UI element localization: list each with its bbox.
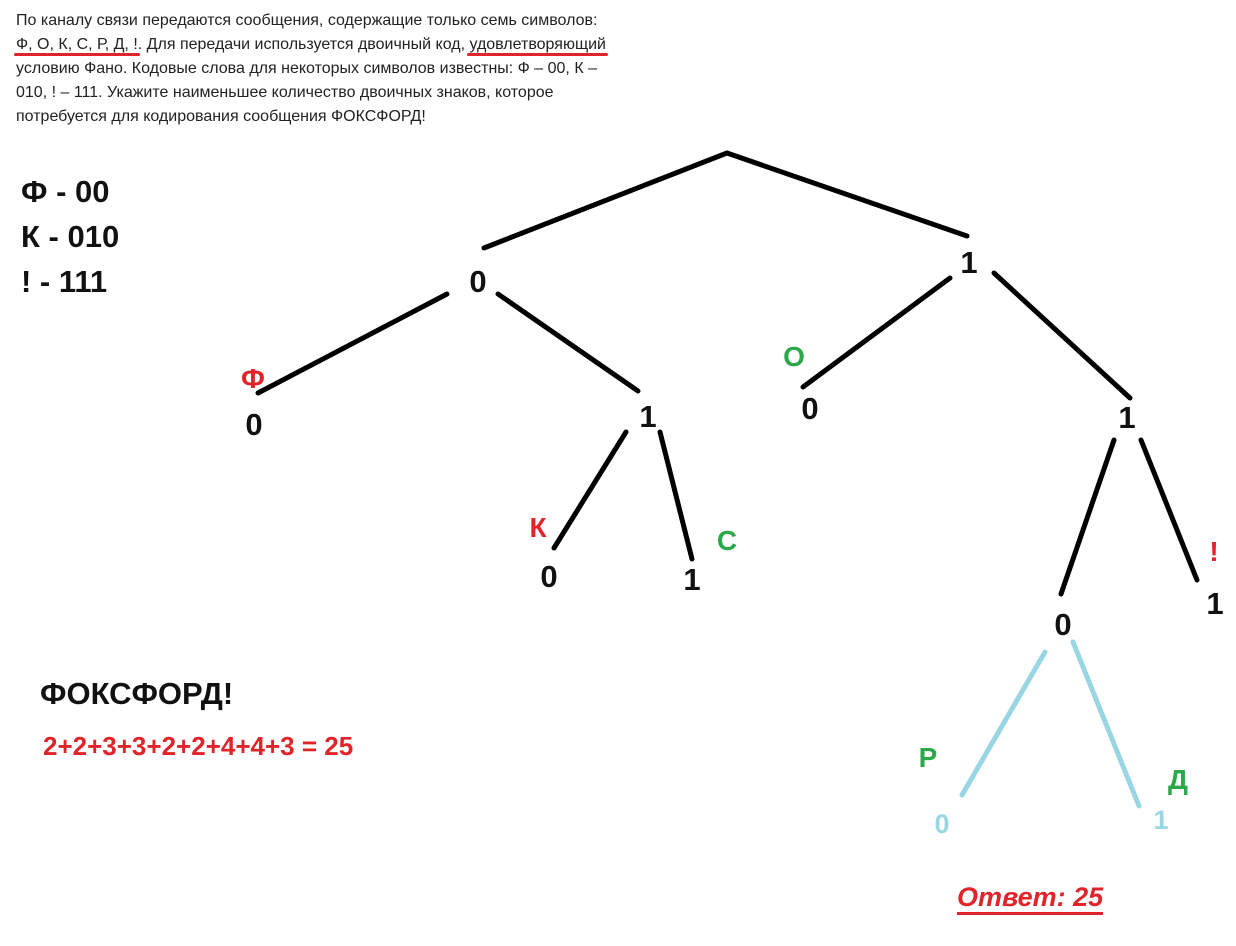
fano-underlined: удовлетворяющий	[469, 36, 606, 53]
symbol-f: Ф	[241, 363, 265, 394]
edge-0-right	[498, 294, 638, 391]
message-word: ФОКСФОРД!	[40, 676, 234, 711]
bit-root-1: 1	[960, 245, 978, 280]
known-code-excl: ! - 111	[21, 264, 108, 299]
problem-text-3: условию Фано. Кодовые слова для некоторых символов известны: Ф – 00, К – 010, ! – 111. Укажите наименьшее количество двоичных знаков, которое потребуется для кодирования сообщения ФОКСФОРД!	[16, 60, 597, 125]
edge-0-left	[258, 294, 447, 393]
bit-n110-1: 1	[1153, 805, 1169, 835]
edge-110-right	[1073, 642, 1139, 806]
bit-n1-0: 0	[801, 391, 819, 426]
edge-11-left	[1061, 440, 1114, 594]
edge-110-left	[962, 652, 1045, 795]
edge-root-left	[484, 153, 727, 248]
edge-01-right	[660, 432, 692, 559]
edge-11-right	[1141, 440, 1197, 580]
edge-1-left	[803, 278, 950, 387]
length-sum: 2+2+3+3+2+2+4+4+3 = 25	[43, 731, 354, 761]
bit-n110-0: 0	[934, 809, 950, 839]
bit-n1-1: 1	[1118, 400, 1136, 435]
edge-01-left	[554, 432, 626, 548]
symbol-r: Р	[918, 742, 938, 773]
bit-n11-1: 1	[1206, 586, 1224, 621]
answer: Ответ: 25	[957, 882, 1104, 912]
bit-n0-1: 1	[639, 399, 657, 434]
symbols-underlined: Ф, О, К, С, Р, Д, !	[16, 36, 138, 53]
bit-n11-0: 0	[1054, 607, 1072, 642]
bit-n01-0: 0	[540, 559, 558, 594]
known-code-k: К - 010	[21, 219, 120, 254]
problem-text-1: По каналу связи передаются сообщения, содержащие только семь символов:	[16, 12, 598, 29]
bit-root-0: 0	[469, 264, 487, 299]
symbol-o: О	[783, 341, 805, 372]
edge-1-right	[994, 273, 1130, 398]
bit-n01-1: 1	[683, 562, 701, 597]
bit-n0-0: 0	[245, 407, 263, 442]
symbol-s: С	[716, 525, 738, 556]
symbol-k: К	[529, 512, 547, 543]
known-code-f: Ф - 00	[21, 174, 110, 209]
edge-root-right	[727, 153, 967, 236]
problem-text-2: . Для передачи используется двоичный код,	[137, 36, 470, 53]
symbol-excl: !	[1209, 536, 1219, 567]
symbol-d: Д	[1168, 764, 1188, 795]
